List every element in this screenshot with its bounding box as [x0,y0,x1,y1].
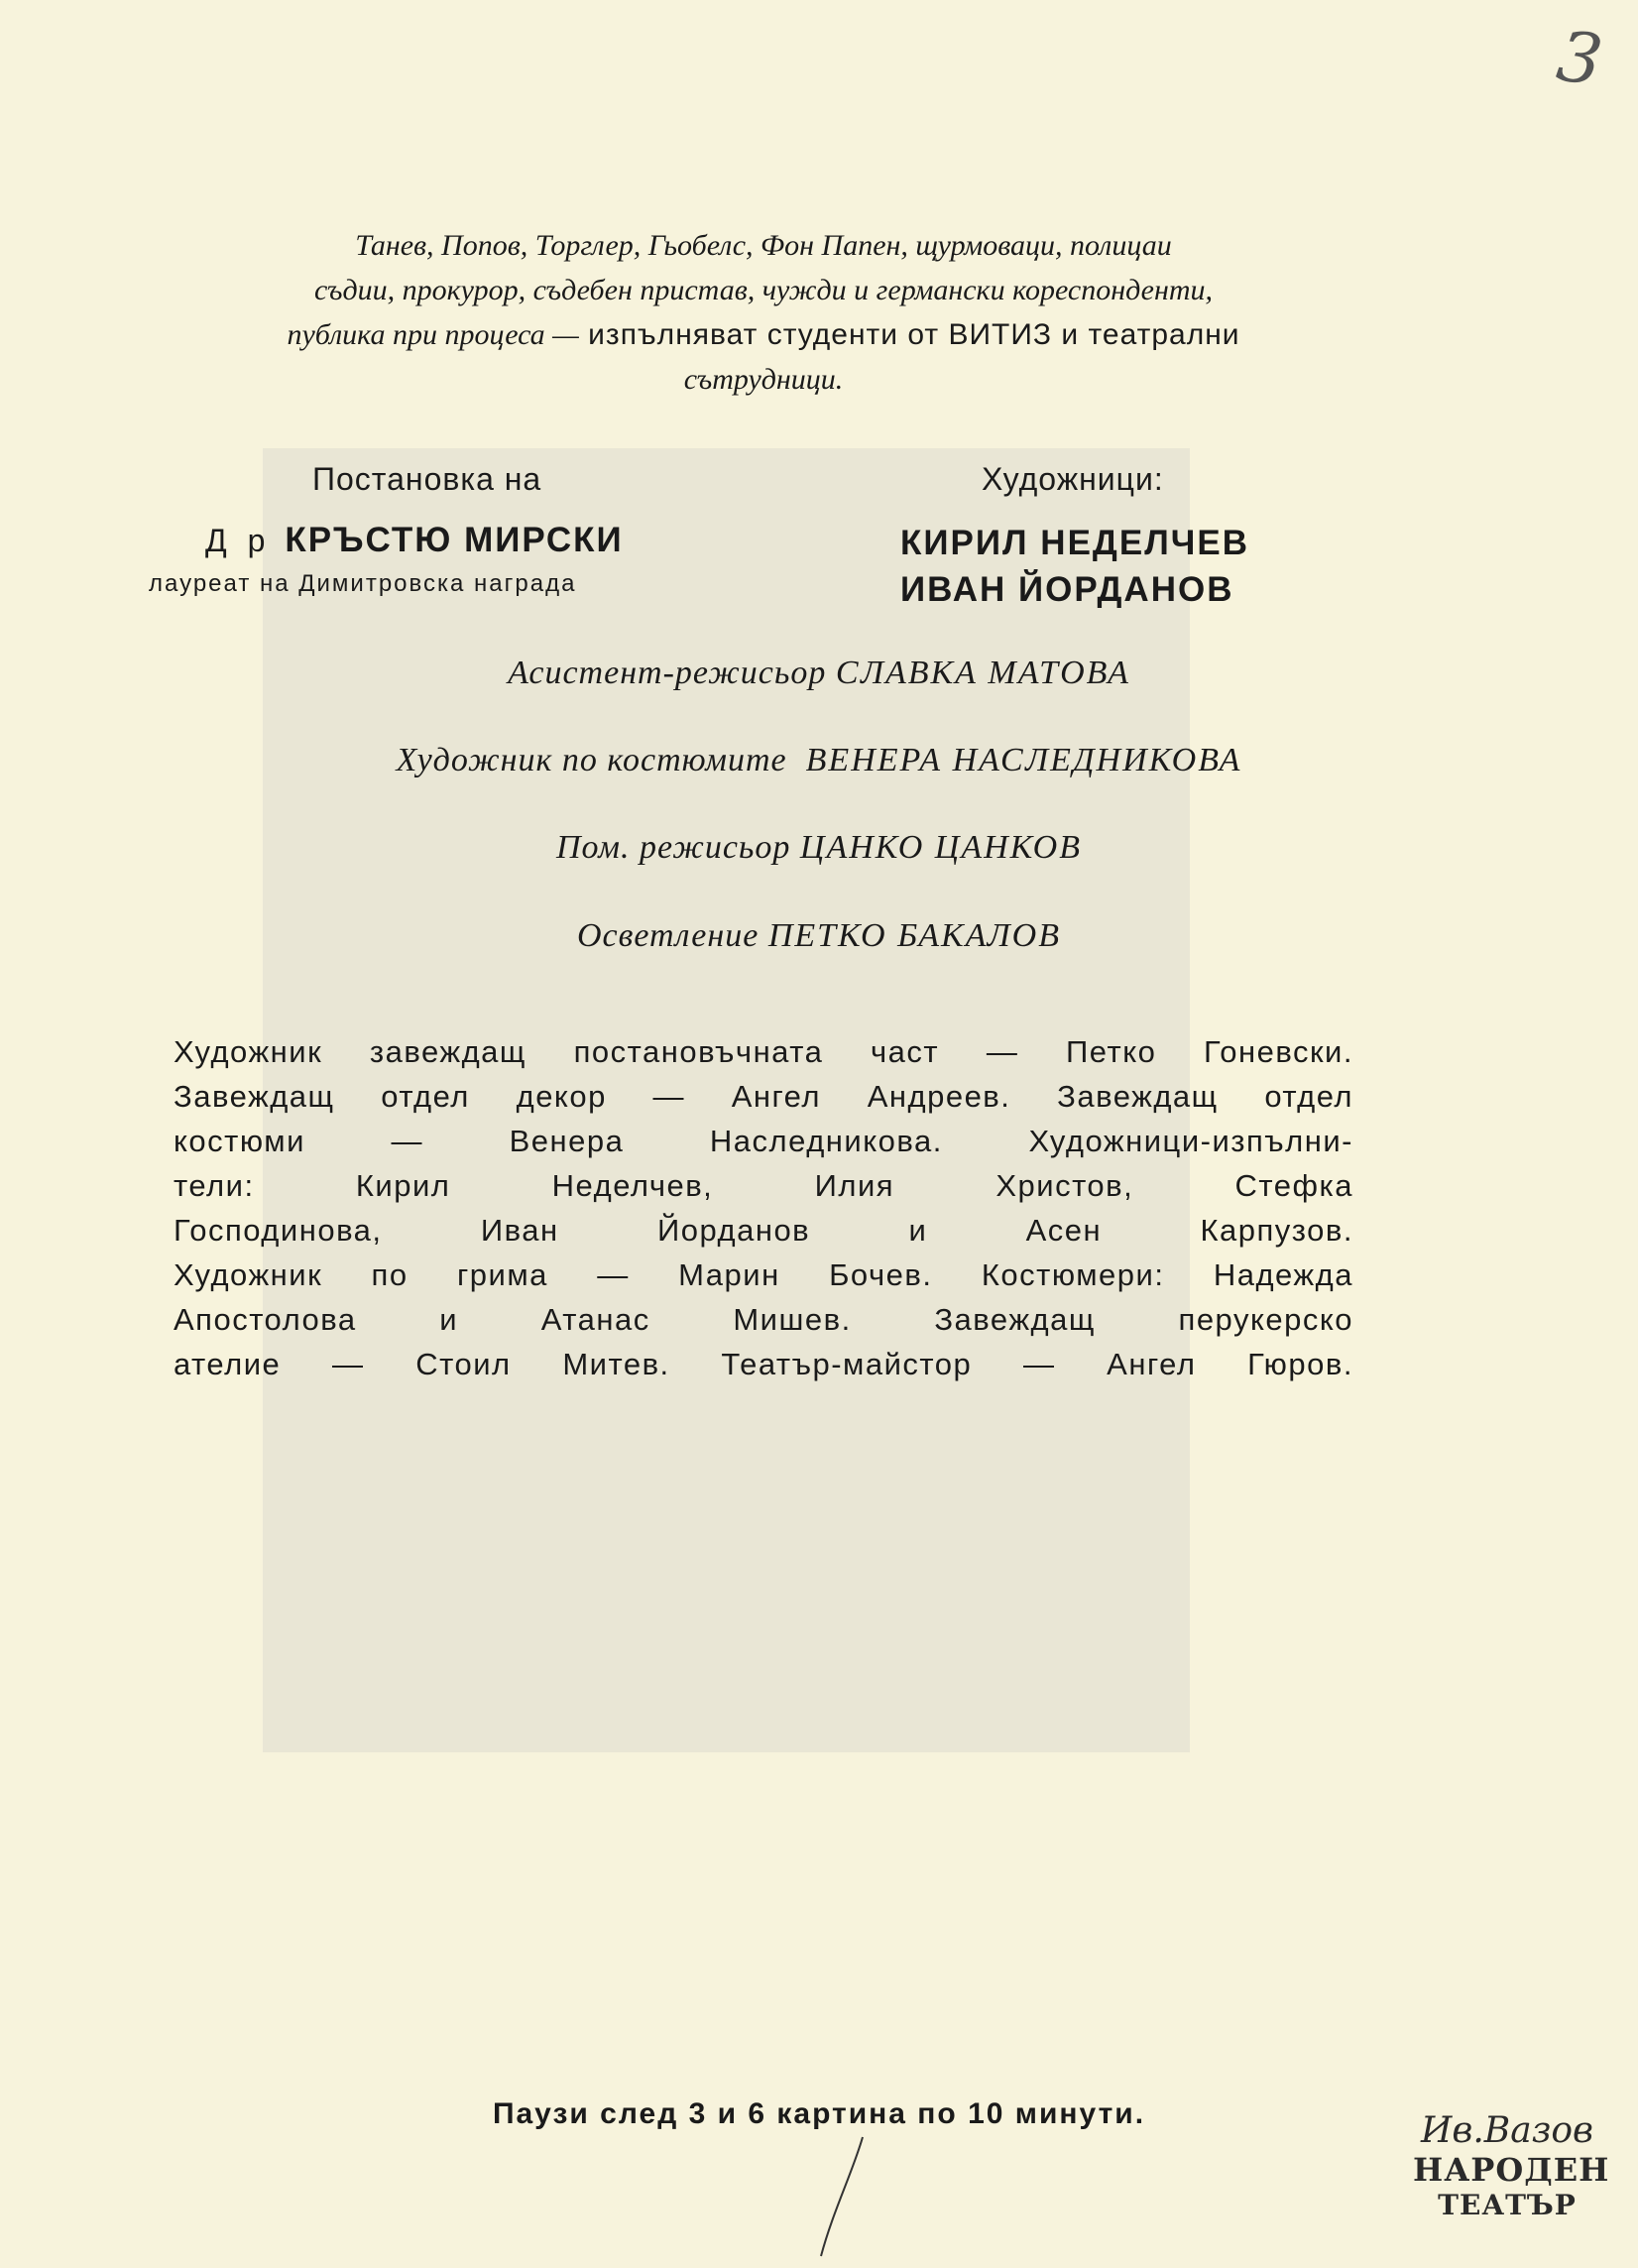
page-number: 3 [1552,15,1608,102]
director-name-line: Д р КРЪСТЮ МИРСКИ [205,521,624,559]
cast-note [174,223,1353,402]
director-title: лауреат на Димитровска награда [149,570,577,597]
staff-line: Апостолова и Атанас Мишев. Завеждащ перукерско [174,1302,1353,1337]
national-theatre-logo [1413,2110,1610,2259]
cast-note-line: съдии, прокурор, съдебен пристав, чужди и германски кореспонденти, [313,274,1213,306]
logo-word-teatar: ТЕАТЪР [1438,2189,1577,2221]
artist-name: ИВАН ЙОРДАНОВ [900,570,1234,609]
role-line: Осветление ПЕТКО БАКАЛОВ [576,917,1062,954]
staff-paragraph [174,1029,1353,1386]
logo-signature: Ив.Вазов [1421,2110,1593,2151]
staff-line: Художник по грима — Марин Бочев. Костюмери: Надежда [174,1257,1353,1292]
pen-mark [813,2132,873,2261]
production-label: Постановка на [312,461,542,497]
staff-line: Господинова, Иван Йорданов и Асен Карпузов. [174,1213,1353,1248]
cast-note-line: Танев, Попов, Торглер, Гьобелс, Фон Папен, щурмоваци, полицаи [355,229,1172,262]
staff-line: Художник завеждащ постановъчната част — Петко Гоневски. [174,1034,1353,1069]
artist-name: КИРИЛ НЕДЕЛЧЕВ [900,524,1249,562]
cast-note-line: публика при процеса — изпълняват студенти от ВИТИЗ и театрални [287,318,1240,351]
staff-line: тели: Кирил Неделчев, Илия Христов, Стефка [174,1168,1353,1203]
role-line: Асистент-режисьор СЛАВКА МАТОВА [508,655,1130,691]
logo-word-naroden: НАРОДЕН [1413,2151,1610,2189]
staff-line: Завеждащ отдел декор — Ангел Андреев. Завеждащ отдел [174,1079,1353,1114]
role-line: Пом. режисьор ЦАНКО ЦАНКОВ [556,829,1082,866]
role-line: Художник по костюмите ВЕНЕРА НАСЛЕДНИКОВА [396,742,1242,778]
artists-label: Художници: [982,461,1164,497]
staff-line: ателие — Стоил Митев. Театър-майстор — Ангел Гюров. [174,1347,1353,1381]
cast-note-line: сътрудници. [683,363,844,396]
staff-line: костюми — Венера Наследникова. Художници-изпълни- [174,1124,1353,1158]
pauses-note: Паузи след 3 и 6 картина по 10 минути. [492,2097,1146,2130]
